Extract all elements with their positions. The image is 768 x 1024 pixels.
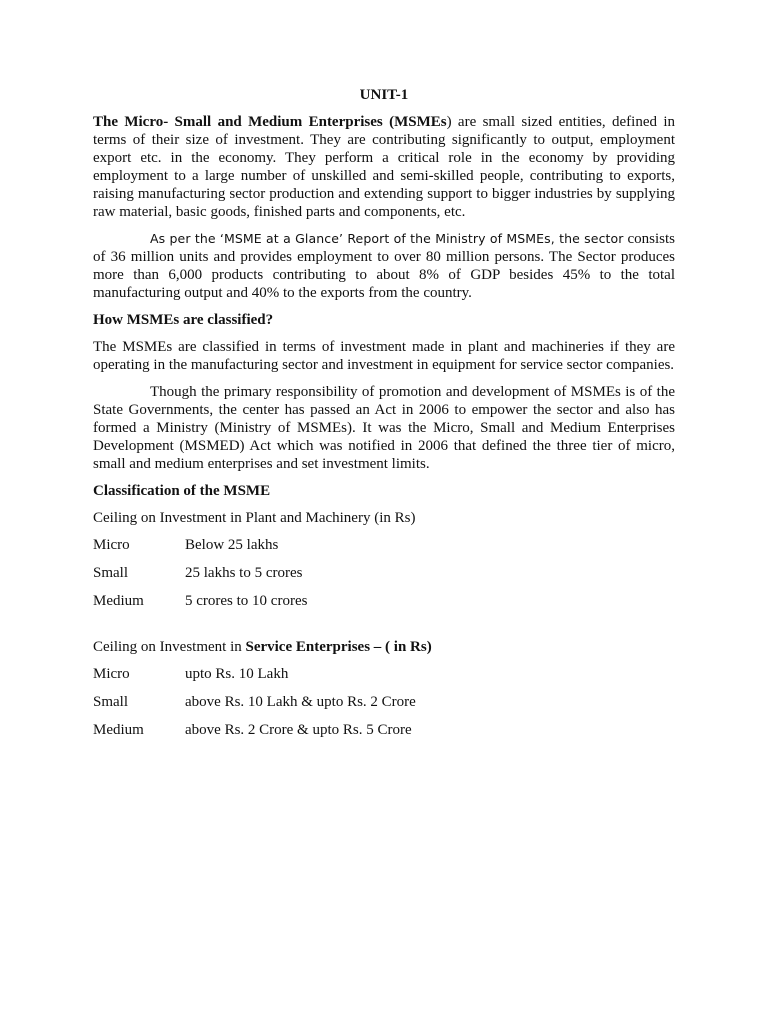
responsibility-paragraph: Though the primary responsibility of promotion and development of MSMEs is of the State Governments, the center has passed an Act in 2006 to empower the sector and also has formed a Ministry (Ministry of MSMEs). It was the Micro, Small and Medium Enterprises Development (MSMED) Act which was notified in 2006 that defined the three tier of micro, small and medium enterprises and set investment limits. — [93, 384, 675, 472]
service-limit: above Rs. 10 Lakh & upto Rs. 2 Crore — [185, 694, 416, 710]
glance-paragraph — [93, 230, 675, 302]
plant-row-small — [93, 564, 675, 582]
service-caption-bold: Service Enterprises – ( in Rs) — [245, 639, 432, 655]
plant-category: Micro — [93, 537, 130, 553]
plant-row-medium — [93, 592, 675, 610]
plant-limit: 25 lakhs to 5 crores — [185, 565, 303, 581]
glance-lead: As per the ‘MSME at a Glance’ Report of the Ministry of MSMEs, the sector — [150, 231, 624, 246]
plant-category: Small — [93, 565, 129, 581]
service-category: Small — [93, 694, 129, 710]
service-caption-plain: Ceiling on Investment in — [93, 639, 246, 655]
plant-caption: Ceiling on Investment in Plant and Machinery (in Rs) — [93, 510, 416, 526]
service-category: Medium — [93, 722, 144, 738]
classification-heading: Classification of the MSME — [93, 483, 271, 499]
intro-paragraph — [93, 113, 675, 221]
intro-lead-bold: The Micro- Small and Medium Enterprises (MSMEs — [93, 114, 447, 130]
service-category: Micro — [93, 666, 130, 682]
document-page — [93, 86, 675, 749]
intro-lead-close: ) — [446, 114, 452, 130]
plant-limit: Below 25 lakhs — [185, 537, 279, 553]
plant-table — [93, 536, 675, 610]
plant-category: Medium — [93, 593, 144, 609]
service-table — [93, 665, 675, 739]
intro-body: are small sized entities, defined in terms of their size of investment. They are contributing significantly to output, employment export etc. in the economy. They perform a critical role in the economy by providing employment to a large number of unskilled and semi-skilled people, contributing to exports, raising manufacturing sector production and extending support to bigger industries by supplying raw material, basic goods, finished parts and components, etc. — [93, 114, 675, 220]
service-row-micro — [93, 665, 675, 683]
service-caption — [93, 638, 675, 656]
service-limit: above Rs. 2 Crore & upto Rs. 5 Crore — [185, 722, 412, 738]
unit-title: UNIT-1 — [359, 87, 409, 103]
plant-row-micro — [93, 536, 675, 554]
glance-body: consists of 36 million units and provides employment to over 80 million persons. The Sector produces more than 6,000 products contributing to about 8% of GDP besides 45% to the total manufacturing output and 40% to the exports from the country. — [93, 231, 675, 301]
section-spacer — [93, 620, 675, 638]
service-limit: upto Rs. 10 Lakh — [185, 666, 289, 682]
service-row-medium — [93, 721, 675, 739]
service-row-small — [93, 693, 675, 711]
classified-heading: How MSMEs are classified? — [93, 312, 274, 328]
plant-limit: 5 crores to 10 crores — [185, 593, 308, 609]
classified-paragraph: The MSMEs are classified in terms of investment made in plant and machineries if they are operating in the manufacturing sector and investment in equipment for service sector companies. — [93, 339, 675, 373]
